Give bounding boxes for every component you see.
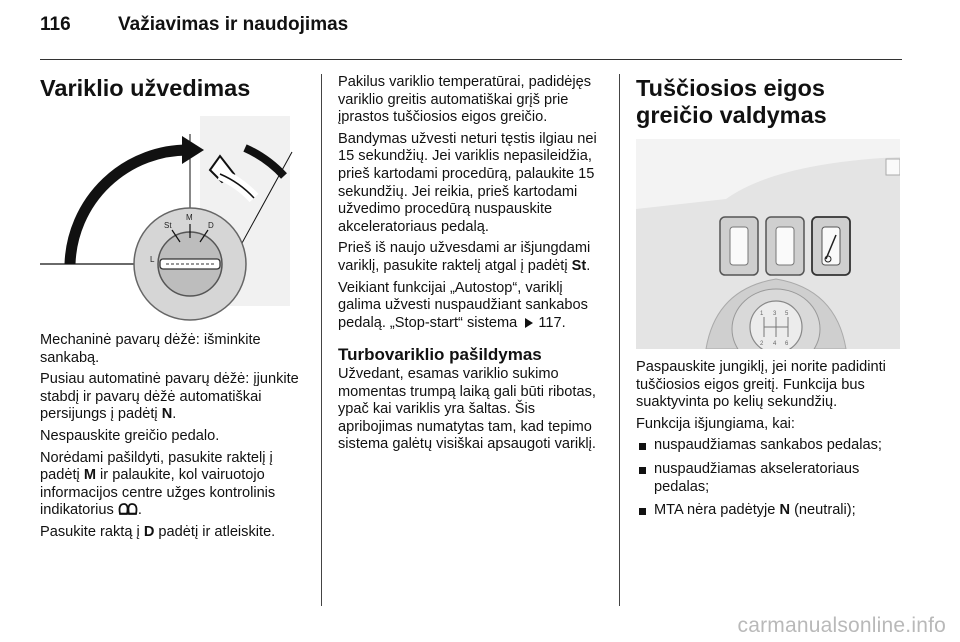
- header-rule: [40, 59, 902, 60]
- paragraph: Funkcija išjungiama, kai:: [636, 415, 795, 432]
- list-item: MTA nėra padėtyje N (neutrali);: [636, 502, 908, 520]
- gear-label: 2: [760, 341, 764, 347]
- list-item: nuspaudžiamas sankabos pedalas;: [636, 437, 908, 455]
- chapter-title: Važiavimas ir naudojimas: [118, 14, 349, 35]
- column-continued: [338, 74, 606, 458]
- paragraph: Paspauskite jungiklį, jei norite padidinti tuščiosios eigos greitį. Funkcija bus suaktyvinta po kelių sekundžių.: [636, 359, 886, 411]
- page-number: 116: [40, 14, 71, 35]
- glow-plug-indicator-icon: [118, 502, 138, 515]
- column-divider-1: [321, 74, 322, 606]
- paragraph: Veikiant funkcijai „Autostop“, variklį galima užvesti nuspaudžiant sankabos pedalą. „Stop-start“ sistema 117.: [338, 279, 588, 331]
- watermark: carmanualsonline.info: [737, 614, 946, 637]
- paragraph: Pusiau automatinė pavarų dėžė: įjunkite stabdį ir pavarų dėžė automatiškai persijungs į padėtį N.: [40, 371, 299, 423]
- gear-label: 6: [785, 341, 789, 347]
- key-position-st-label: St: [164, 221, 172, 230]
- paragraph: Mechaninė pavarų dėžė: išminkite sankabą.: [40, 332, 261, 366]
- paragraph: Norėdami pašildyti, pasukite raktelį į padėtį M ir palaukite, kol vairuotojo informacijos centre užges kontrolinis indikatorius .: [40, 449, 276, 519]
- paragraph: Pasukite raktą į D padėtį ir atleiskite.: [40, 523, 276, 540]
- page-reference-link[interactable]: 117: [538, 314, 562, 331]
- paragraph: Prieš iš naujo užvesdami ar išjungdami variklį, pasukite raktelį atgal į padėtį St.: [338, 240, 591, 274]
- key-position-lock-label: L: [150, 255, 155, 264]
- gear-label: 3: [773, 311, 777, 317]
- column-divider-2: [619, 74, 620, 606]
- section-title-turbo-warmup: Turbovariklio pašildymas: [338, 345, 542, 365]
- page-reference-arrow-icon: [525, 318, 533, 328]
- section-title-engine-start: Variklio užvedimas: [40, 75, 251, 101]
- key-position-d-label: D: [208, 221, 214, 230]
- column-engine-start: [40, 64, 308, 546]
- gear-label: 5: [785, 311, 789, 317]
- paragraph: Nespauskite greičio pedalo.: [40, 427, 220, 444]
- section-title-idle-speed: Tuščiosios eigos greičio valdymas: [636, 75, 827, 128]
- bullet-list: [636, 437, 908, 519]
- column-idle-speed: [636, 64, 908, 526]
- paragraph: Bandymas užvesti neturi tęstis ilgiau nei 15 sekundžių. Jei variklis nepasileidžia, prieš kartodami procedūrą, palaukite 15 sekundžių. Jei reikia, prieš kartodami užvedimo procedūrą nuspauskite akceleratoriaus pedalą.: [338, 130, 597, 235]
- list-item: nuspaudžiamas akseleratoriaus pedalas;: [636, 461, 908, 496]
- paragraph: Pakilus variklio temperatūrai, padidėjęs variklio greitis automatiškai grįš prie įprastos tuščiosios eigos greičio.: [338, 74, 592, 126]
- key-position-m-label: M: [186, 213, 193, 222]
- gear-label: 1: [760, 311, 764, 317]
- gear-label: 4: [773, 341, 777, 347]
- paragraph: Užvedant, esamas variklio sukimo momentas trumpą laiką gali būti ribotas, ypač kai variklis yra šaltas. Šis apribojimas numatytas tam, kad tepimo sistema galėtų visiškai apsaugoti variklį.: [338, 365, 596, 453]
- ignition-key-figure: [40, 112, 302, 322]
- idle-speed-switch-figure: [636, 139, 900, 349]
- page-header: [40, 14, 348, 36]
